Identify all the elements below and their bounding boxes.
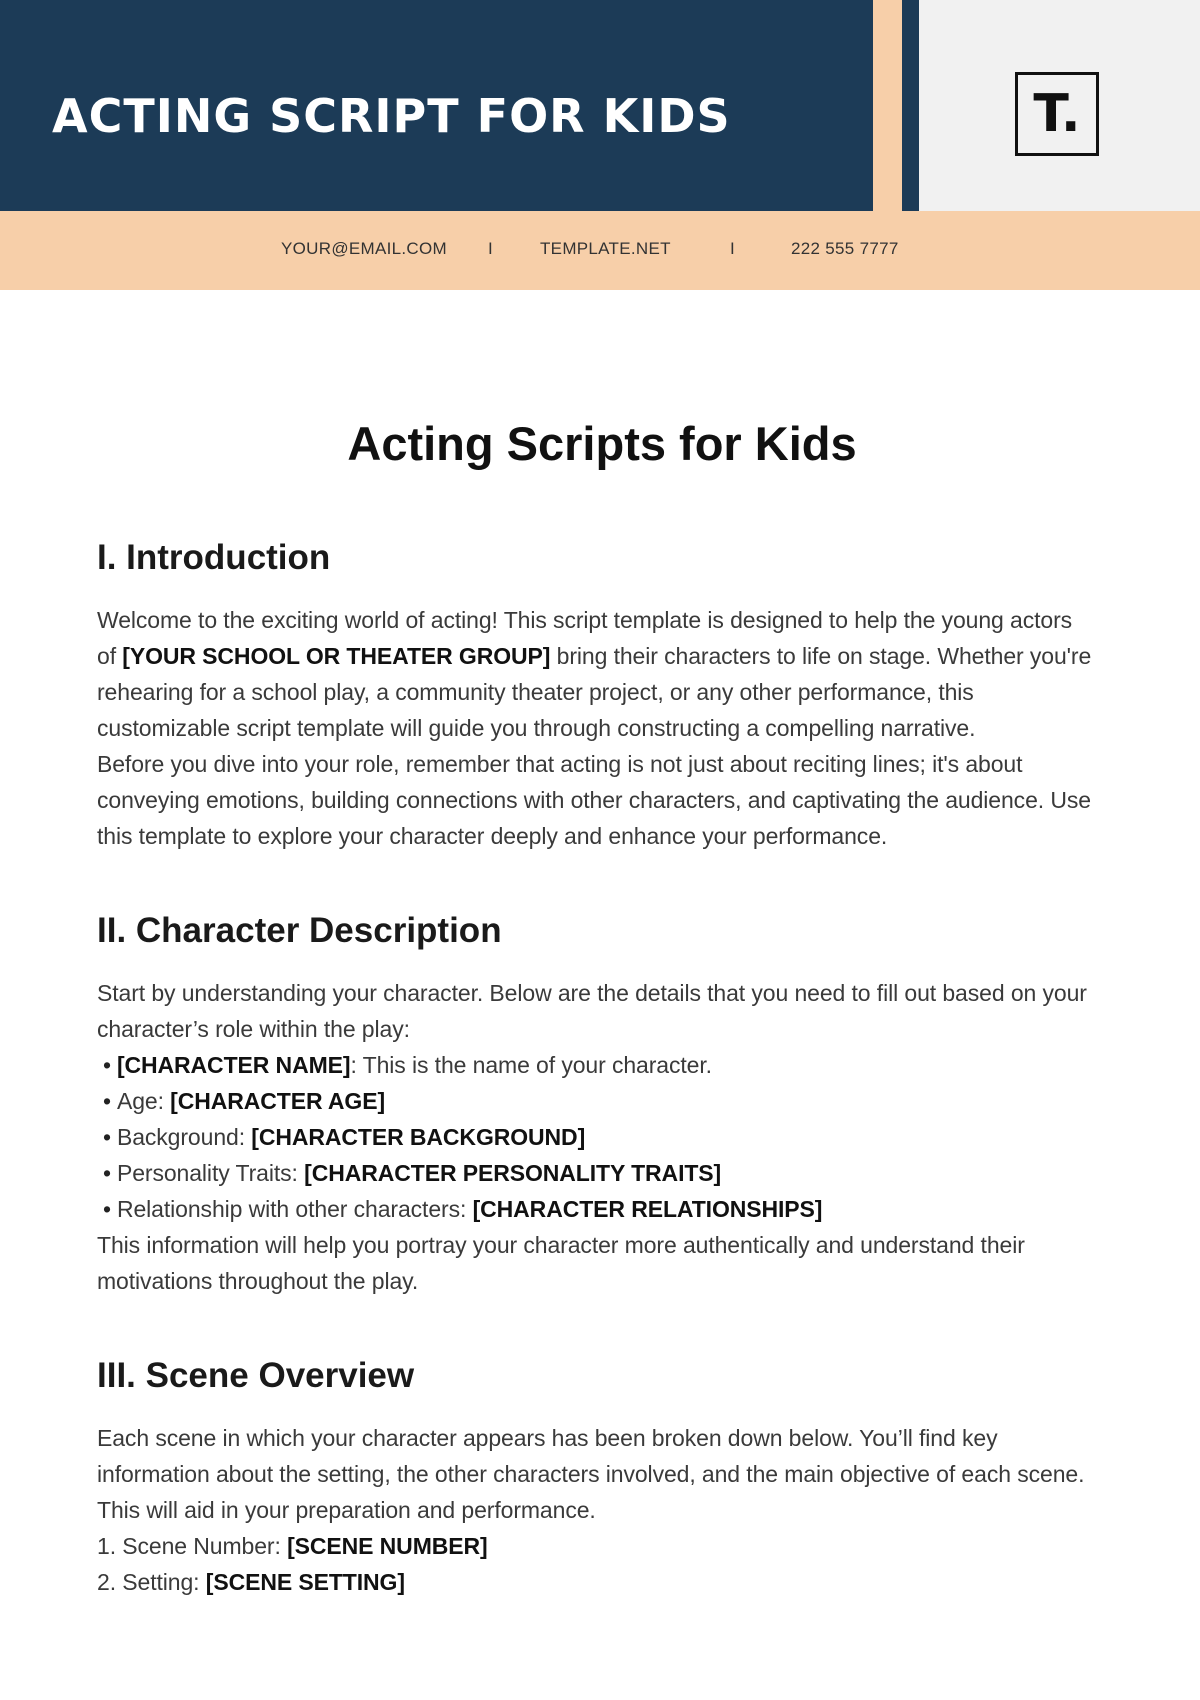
section-scene-overview xyxy=(97,1352,1097,1600)
list-item xyxy=(97,1564,1097,1600)
list-item xyxy=(97,1047,1097,1083)
document-body xyxy=(97,400,1097,1600)
contact-phone: 222 555 7777 xyxy=(791,239,899,258)
item-label: Personality Traits: xyxy=(116,1160,305,1186)
section-introduction xyxy=(97,534,1097,854)
contact-separator: I xyxy=(730,239,735,258)
section-heading: III. Scene Overview xyxy=(97,1356,415,1395)
contact-separator: I xyxy=(488,239,493,258)
intro-text: Welcome to the exciting world of acting! This script template is designed to help the young actors of xyxy=(97,607,1073,669)
character-intro: Start by understanding your character. Below are the details that you need to fill out based on your character’s role within the play: xyxy=(97,980,1087,1042)
item-label: Setting: xyxy=(122,1569,206,1595)
intro-paragraph-2: Before you dive into your role, remember that acting is not just about reciting lines; it's about conveying emotions, building connections with other characters, and captivating the audience. Use this template to explore your character deeply and enhance your performance. xyxy=(97,751,1091,849)
character-outro: This information will help you portray your character more authentically and understand their motivations throughout the play. xyxy=(97,1232,1025,1294)
item-text: : This is the name of your character. xyxy=(350,1052,712,1078)
list-item xyxy=(97,1191,1097,1227)
scene-intro: Each scene in which your character appears has been broken down below. You’ll find key information about the setting, the other characters involved, and the main objective of each scene. This will aid in your preparation and performance. xyxy=(97,1425,1085,1523)
item-number: 2. xyxy=(97,1569,116,1595)
list-item xyxy=(97,1119,1097,1155)
header-accent-strip xyxy=(873,0,902,211)
item-placeholder: [CHARACTER NAME] xyxy=(116,1052,351,1078)
template-logo xyxy=(1015,72,1099,156)
placeholder-group: [YOUR SCHOOL OR THEATER GROUP] xyxy=(122,643,551,669)
header-navy-strip xyxy=(902,0,919,211)
item-number: 1. xyxy=(97,1533,116,1559)
list-item xyxy=(97,1528,1097,1564)
item-placeholder: [SCENE NUMBER] xyxy=(287,1533,488,1559)
scene-details-list xyxy=(97,1528,1097,1600)
item-placeholder: [SCENE SETTING] xyxy=(205,1569,405,1595)
list-item xyxy=(97,1083,1097,1119)
section-heading: II. Character Description xyxy=(97,911,502,950)
character-details-list xyxy=(97,1047,1097,1227)
item-label: Scene Number: xyxy=(122,1533,288,1559)
list-item xyxy=(97,1155,1097,1191)
contact-website: TEMPLATE.NET xyxy=(540,239,671,258)
intro-paragraph-1 xyxy=(97,602,1097,746)
document-title: Acting Scripts for Kids xyxy=(347,417,857,470)
item-placeholder: [CHARACTER PERSONALITY TRAITS] xyxy=(304,1160,722,1186)
item-label: Background: xyxy=(116,1124,252,1150)
section-heading: I. Introduction xyxy=(97,538,331,577)
intro-text: bring their characters to life on stage. Whether you're rehearing for a school play, a community theater project, or any other performance, this customizable script template will guide you through constructing a compelling narrative. xyxy=(97,643,1092,741)
item-label: Age: xyxy=(116,1088,171,1114)
item-label: Relationship with other characters: xyxy=(116,1196,473,1222)
item-placeholder: [CHARACTER RELATIONSHIPS] xyxy=(472,1196,823,1222)
contact-email: YOUR@EMAIL.COM xyxy=(281,239,447,258)
section-character-description xyxy=(97,907,1097,1299)
logo-letter: T. xyxy=(1033,84,1081,144)
item-placeholder: [CHARACTER AGE] xyxy=(170,1088,386,1114)
item-placeholder: [CHARACTER BACKGROUND] xyxy=(251,1124,586,1150)
header-title: ACTING SCRIPT FOR KIDS xyxy=(52,89,731,143)
header xyxy=(0,0,1200,290)
